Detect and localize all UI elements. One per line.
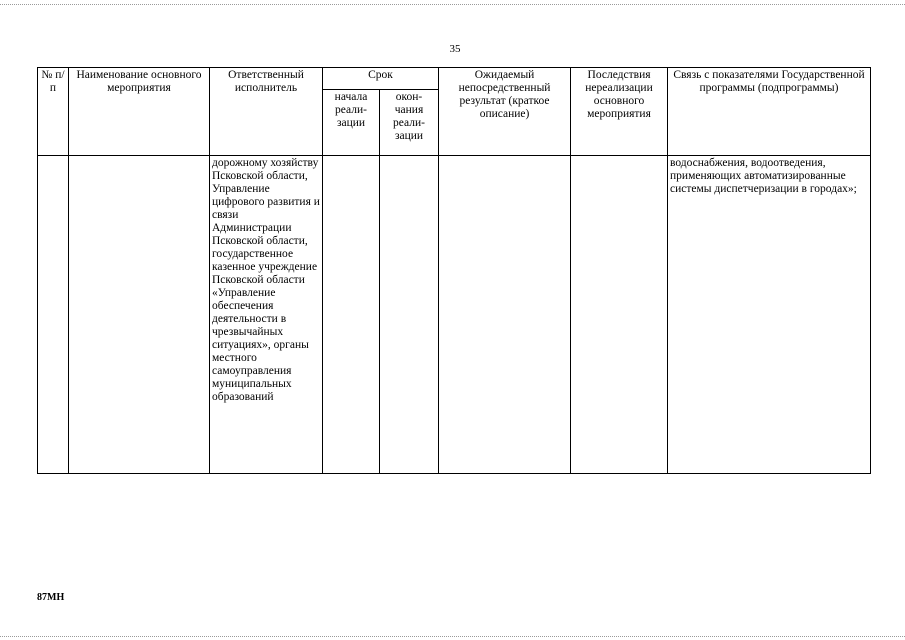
page-number: 35	[449, 43, 461, 55]
cell-expected-result	[439, 156, 571, 474]
header-term-end: окон-чания реали-зации	[380, 90, 439, 156]
footer-code: 87МН	[37, 592, 65, 603]
cell-consequences	[571, 156, 668, 474]
cell-num	[38, 156, 69, 474]
cell-term-start	[323, 156, 380, 474]
table-row	[38, 156, 871, 474]
cell-measure-name	[69, 156, 210, 474]
cell-responsible: дорожному хозяйству Псковской области, Управление цифрового развития и связи Администрации Псковской области, государственное казенное учреждение Псковской области «Управление обеспечения деятельности в чрезвычайных ситуациях», органы местного самоуправления муниципальных образований	[210, 156, 323, 474]
cell-link-indicators: водоснабжения, водоотведения, применяющих автоматизированные системы диспетчеризации в городах»;	[668, 156, 871, 474]
header-num: № п/п	[38, 68, 69, 156]
header-term-start: начала реали-зации	[323, 90, 380, 156]
header-expected-result: Ожидаемый непосредственный результат (краткое описание)	[439, 68, 571, 156]
header-row-top	[38, 68, 871, 90]
header-term: Срок	[323, 68, 439, 90]
header-measure-name: Наименование основного мероприятия	[69, 68, 210, 156]
header-consequences: Последствия нереализации основного мероприятия	[571, 68, 668, 156]
scan-edge-top	[0, 4, 905, 5]
scan-edge-bottom	[0, 636, 905, 637]
cell-term-end	[380, 156, 439, 474]
measures-table	[37, 67, 871, 474]
header-responsible: Ответственный исполнитель	[210, 68, 323, 156]
header-link-indicators: Связь с показателями Государственной программы (подпрограммы)	[668, 68, 871, 156]
